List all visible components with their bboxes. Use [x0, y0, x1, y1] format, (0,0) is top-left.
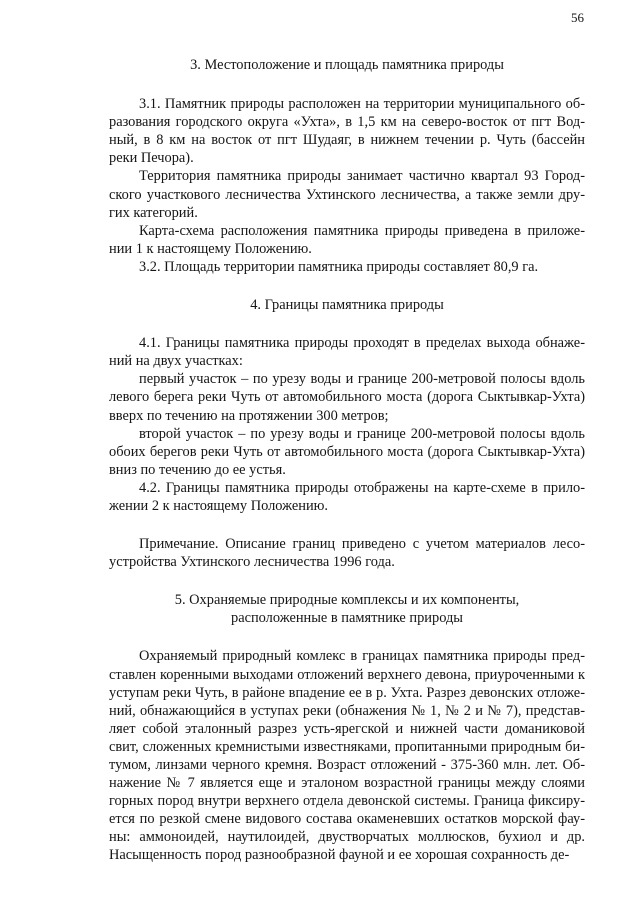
- page-number: 56: [571, 10, 584, 25]
- section-5-heading-line-1: 5. Охраняемые природные комплексы и их компоненты,: [174, 592, 520, 609]
- section-5-paragraph-1: Охраняемый природный комлекс в границах памятника природы представлен коренными выходами отложений верхнего девона, приуроченными к уступам реки Чуть, в районе впадение ее в р. Ухта. Разрез девонских отложений, обнажающийся в уступах реки (обнажения № 1, № 2 и № 7), представляет собой эталонный разрез усть-ярегской и нижней части доманиковой свит, сложенных кремнистыми известняками, пропитанными природным битумом, линзами черного кремня. Возраст отложений - 375-360 млн. лет. Обнажение № 7 является еще и эталоном возрастной границы между слоями горных пород внутри верхнего отдела девонской системы. Граница фиксируется по резкой смене видового состава окаменевших остатков морской фауны: аммоноидей, наутилоидей, двустворчатых моллюсков, бухиол и др. Насыщенность пород разнообразной фауной и ее хорошая сохранность де-: [109, 648, 585, 864]
- section-3-paragraph-4: 3.2. Площадь территории памятника природы составляет 80,9 га.: [139, 258, 539, 275]
- section-4-heading: 4. Границы памятника природы: [250, 297, 444, 314]
- section-5-heading: [109, 591, 585, 627]
- document-body: [109, 56, 585, 865]
- section-3: [109, 56, 585, 276]
- section-4-paragraph-4: 4.2. Границы памятника природы отображены на карте-схеме в приложении 2 к настоящему Положению.: [109, 479, 585, 514]
- section-4: [109, 296, 585, 571]
- section-4-note: Примечание. Описание границ приведено с учетом материалов лесоустройства Ухтинского лесничества 1996 года.: [109, 536, 585, 571]
- section-4-paragraph-3: второй участок – по урезу воды и границе 200-метровой полосы вдоль обоих берегов реки Чуть от автомобильного моста (дорога Сыктывкар-Ухта) вниз по течению до ее устья.: [109, 425, 585, 478]
- section-3-paragraph-1: 3.1. Памятник природы расположен на территории муниципального образования городского округа «Ухта», в 1,5 км на северо-восток от пгт Водный, в 8 км на восток от пгт Шудаяг, в нижнем течении р. Чуть (бассейн реки Печора).: [109, 96, 585, 167]
- section-3-paragraph-2: Территория памятника природы занимает частично квартал 93 Городского участкового лесничества Ухтинского лесничества, а также земли других категорий.: [109, 168, 585, 221]
- section-3-heading: 3. Местоположение и площадь памятника природы: [190, 57, 504, 73]
- section-3-paragraph-3: Карта-схема расположения памятника природы приведена в приложении 1 к настоящему Положению.: [109, 222, 585, 257]
- section-5: [109, 591, 585, 864]
- section-4-paragraph-1: 4.1. Границы памятника природы проходят в пределах выхода обнажений на двух участках:: [109, 335, 585, 370]
- section-4-paragraph-2: первый участок – по урезу воды и границе 200-метровой полосы вдоль левого берега реки Чуть от автомобильного моста (дорога Сыктывкар-Ухта) вверх по течению на протяжении 300 метров;: [109, 371, 585, 424]
- section-5-heading-line-2: расположенные в памятнике природы: [231, 610, 463, 627]
